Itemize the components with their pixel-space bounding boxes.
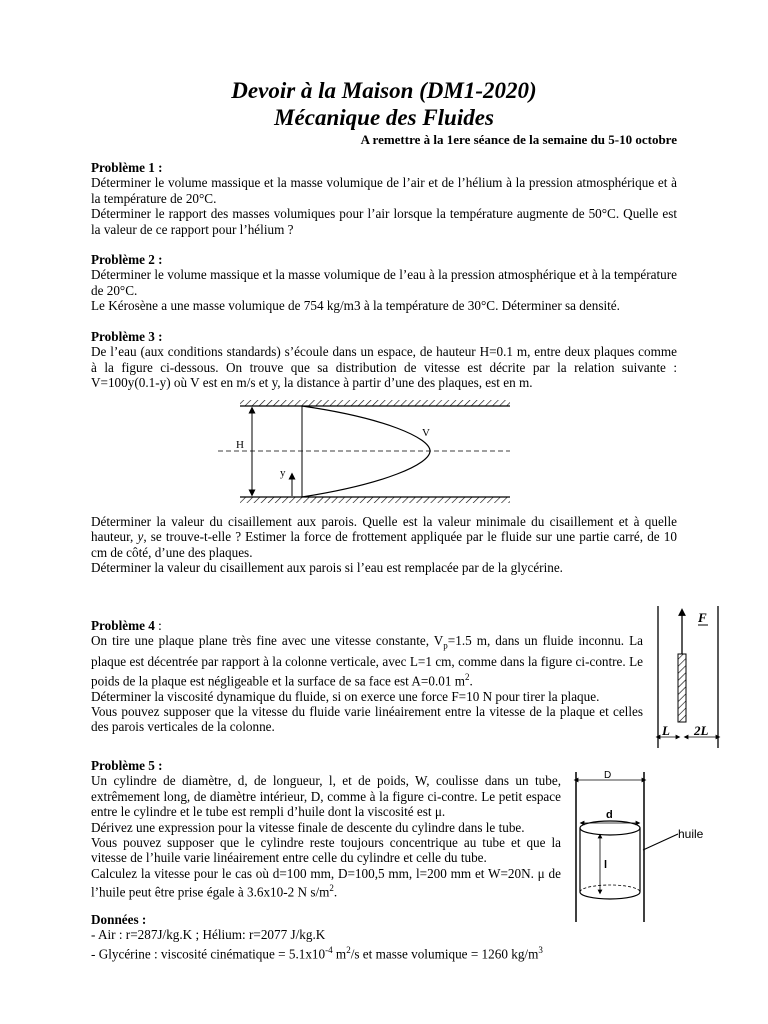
problem-2-text-1: Déterminer le volume massique et la masse volumique de l’eau à la pression atmosphérique et à la température de 20°C. bbox=[91, 267, 677, 298]
problem-4-text-1: On tire une plaque plane très fine avec une vitesse constante, $V_p=1.5$ m, dans un fluide inconnu. La plaque est décentrée par rapport à la colonne verticale, avec L=1 cm, comme dans la figure ci-contre. Le poids de la plaque est négligeable et la surface de sa face est A=0.01 $m^2$. bbox=[91, 633, 643, 689]
velocity-profile bbox=[302, 406, 430, 497]
problem-1 bbox=[91, 160, 677, 237]
problem-5 bbox=[91, 758, 561, 900]
problem-4-text-3: Vous pouvez supposer que la vitesse du fluide varie linéairement entre la vitesse de la plaque et celles des parois verticales de la colonne. bbox=[91, 704, 643, 735]
problem-5-text-1: Un cylindre de diamètre, d, de longueur, l, et de poids, W, coulisse dans un tube, extrêmement long, de diamètre intérieur, D, comme à la figure ci-contre. Le petit espace entre le cylindre et le tube est rempli d’huile dont la viscosité est μ. bbox=[91, 773, 561, 820]
label-y: y bbox=[280, 467, 286, 479]
label-V: V bbox=[422, 427, 430, 439]
problem-1-text-1: Déterminer le volume massique et la masse volumique de l’air et de l’hélium à la pression atmosphérique et à la température de 20°C. bbox=[91, 175, 677, 206]
label-2L: 2L bbox=[694, 723, 709, 738]
cylinder-tube-figure bbox=[570, 768, 720, 924]
problem-5-title: Problème 5 : bbox=[91, 758, 163, 773]
thin-plate bbox=[678, 654, 686, 722]
plates-flow-figure bbox=[210, 398, 515, 508]
cylinder-bottom bbox=[580, 892, 640, 899]
label-D: D bbox=[604, 770, 612, 781]
label-F: F bbox=[698, 610, 707, 625]
data-line-1: - Air : r=287J/kg.K ; Hélium: r=2077 J/kg.K bbox=[91, 927, 326, 943]
label-d: d bbox=[606, 809, 613, 821]
problem-3-intro: De l’eau (aux conditions standards) s’écoule dans un espace, de hauteur H=0.1 m, entre deux plaques comme à la figure ci-dessous. On trouve que sa distribution de vitesse est décrite par la relation suivante : V=100y(0.1-y) où V est en m/s et y, la distance à partir d’une des plaques, est en m. bbox=[91, 344, 677, 391]
label-L: L bbox=[662, 723, 670, 738]
problem-3-question-2: Déterminer la valeur du cisaillement aux parois si l’eau est remplacée par de la glycérine. bbox=[91, 560, 563, 576]
document-title: Devoir à la Maison (DM1-2020) bbox=[231, 78, 537, 103]
problem-4-title: Problème 4 : bbox=[91, 618, 162, 633]
problem-3-title: Problème 3 : bbox=[91, 329, 163, 344]
document-subject: Mécanique des Fluides bbox=[274, 105, 494, 130]
problem-5-text-3: Vous pouvez supposer que le cylindre reste toujours concentrique au tube et que la vitesse de l’huile varie linéairement entre celle du cylindre et celle du tube. bbox=[91, 835, 561, 866]
label-huile: huile bbox=[678, 827, 704, 841]
problem-4-text-2: Déterminer la viscosité dynamique du fluide, si on exerce une force F=10 N pour tirer la plaque. bbox=[91, 688, 600, 704]
problem-4 bbox=[91, 618, 643, 735]
data-section bbox=[91, 912, 677, 962]
problem-3-question-1: Déterminer la valeur du cisaillement aux parois. Quelle est la valeur minimale du cisaillement et à quelle hauteur, y, se trouve-t-elle ? Estimer la force de frottement appliquée par le fluide sur une partie carré, de 10 cm de côté, d’une des plaques. bbox=[91, 514, 677, 560]
problem-1-title: Problème 1 : bbox=[91, 160, 163, 175]
plate-column-figure bbox=[648, 604, 728, 752]
label-H: H bbox=[236, 439, 244, 451]
problem-2 bbox=[91, 252, 677, 314]
problem-1-text-2: Déterminer le rapport des masses volumiques pour l’air lorsque la température augmente de 50°C. Quelle est la valeur de ce rapport pour l’hélium ? bbox=[91, 206, 677, 237]
label-l: l bbox=[604, 859, 608, 871]
problem-3-questions bbox=[91, 514, 677, 576]
bottom-plate bbox=[240, 497, 510, 503]
top-plate bbox=[240, 400, 510, 406]
data-line-2: - Glycérine : viscosité cinématique = $5.1x10^{-4}$ $m^2/s$ et masse volumique = 1260 $kg/m^3$ bbox=[91, 944, 543, 962]
problem-3 bbox=[91, 329, 677, 391]
problem-5-text-4: Calculez la vitesse pour le cas où d=100 mm, D=100,5 mm, l=200 mm et W=20N. μ de l’huile peut être prise égale à 3.6x10-2 N $s/m^2$. bbox=[91, 865, 561, 900]
data-title: Données : bbox=[91, 912, 147, 927]
problem-5-text-2: Dérivez une expression pour la vitesse finale de descente du cylindre dans le tube. bbox=[91, 819, 525, 835]
problem-2-title: Problème 2 : bbox=[91, 252, 163, 267]
due-date-note: A remettre à la 1ere séance de la semaine du 5-10 octobre bbox=[360, 132, 677, 147]
problem-2-text-2: Le Kérosène a une masse volumique de 754 kg/m3 à la température de 30°C. Déterminer sa densité. bbox=[91, 298, 620, 314]
